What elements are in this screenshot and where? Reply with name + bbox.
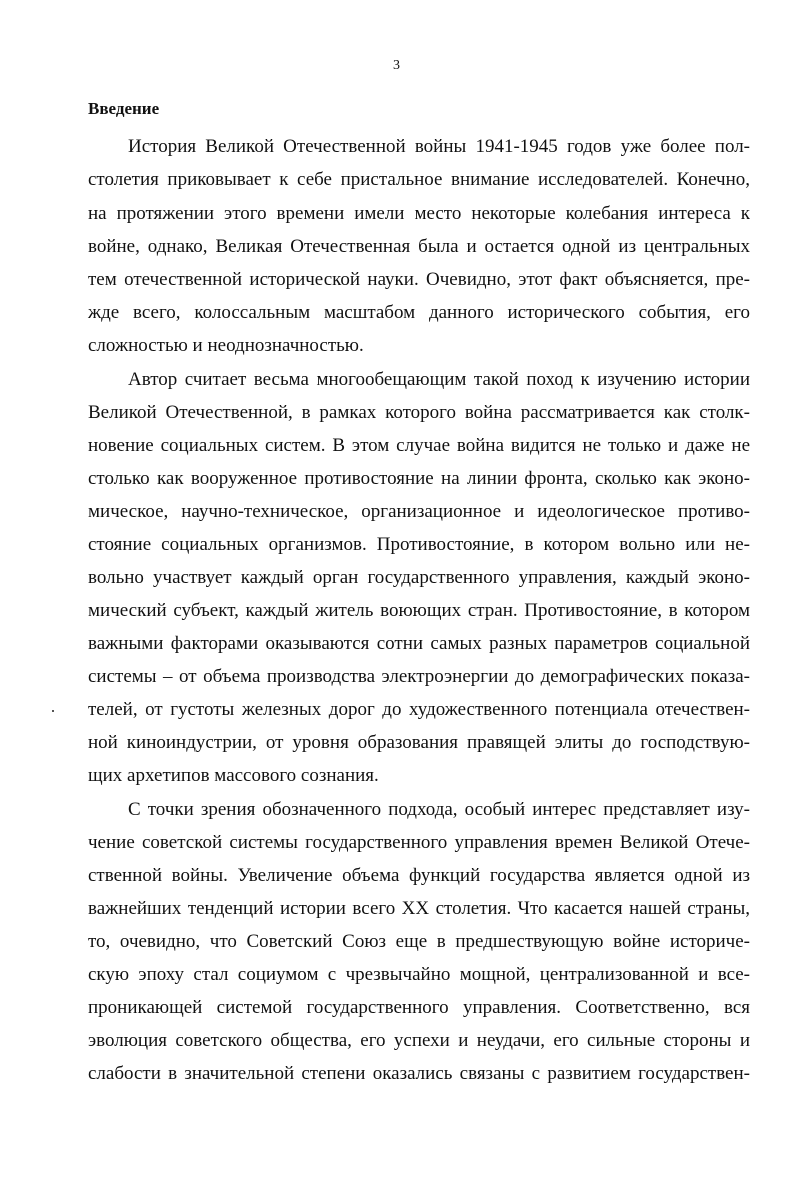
paragraph-line: важнейших тенденций истории всего XX столетия. Что касается нашей страны, — [88, 898, 750, 919]
paragraph-line: стояние социальных организмов. Противостояние, в котором вольно или не- — [88, 534, 750, 555]
margin-mark — [52, 710, 54, 712]
paragraph-line: столько как вооруженное противостояние на линии фронта, сколько как эконо- — [88, 468, 750, 489]
paragraph-line: С точки зрения обозначенного подхода, особый интерес представляет изу- — [128, 799, 750, 820]
paragraph-line: на протяжении этого времени имели место некоторые колебания интереса к — [88, 203, 750, 224]
paragraph-line: войне, однако, Великая Отечественная была и остается одной из центральных — [88, 236, 750, 257]
paragraph-line: эволюция советского общества, его успехи и неудачи, его сильные стороны и — [88, 1030, 750, 1051]
paragraph-line: то, очевидно, что Советский Союз еще в предшествующую войне историче- — [88, 931, 750, 952]
paragraph-line: жде всего, колоссальным масштабом данного исторического события, его — [88, 302, 750, 323]
paragraph-line: Автор считает весьма многообещающим такой поход к изучению истории — [128, 369, 750, 390]
paragraph-line: слабости в значительной степени оказались связаны с развитием государствен- — [88, 1063, 750, 1084]
paragraph-line: системы – от объема производства электроэнергии до демографических показа- — [88, 666, 750, 687]
paragraph-line: ной киноиндустрии, от уровня образования правящей элиты до господствую- — [88, 732, 750, 753]
paragraph-line: История Великой Отечественной войны 1941-1945 годов уже более пол- — [128, 136, 750, 157]
paragraph-line: чение советской системы государственного управления времен Великой Отече- — [88, 832, 750, 853]
paragraph-line: новение социальных систем. В этом случае война видится не только и даже не — [88, 435, 750, 456]
section-heading: Введение — [88, 99, 160, 118]
paragraph-line: вольно участвует каждый орган государственного управления, каждый эконо- — [88, 567, 750, 588]
paragraph-line: скую эпоху стал социумом с чрезвычайно мощной, централизованной и все- — [88, 964, 750, 985]
paragraph-line: мический субъект, каждый житель воюющих стран. Противостояние, в котором — [88, 600, 750, 621]
paragraph-line: щих архетипов массового сознания. — [88, 765, 379, 786]
paragraph-line: тем отечественной исторической науки. Очевидно, этот факт объясняется, пре- — [88, 269, 750, 290]
page-number: 3 — [393, 58, 400, 73]
paragraph-line: важными факторами оказываются сотни самых разных параметров социальной — [88, 633, 750, 654]
paragraph-line: проникающей системой государственного управления. Соответственно, вся — [88, 997, 750, 1018]
paragraph-line: сложностью и неоднозначностью. — [88, 335, 364, 356]
paragraph-line: Великой Отечественной, в рамках которого война рассматривается как столк- — [88, 402, 750, 423]
paragraph-line: телей, от густоты железных дорог до художественного потенциала отечествен- — [88, 699, 750, 720]
paragraph-line: ственной войны. Увеличение объема функций государства является одной из — [88, 865, 750, 886]
paragraph-line: столетия приковывает к себе пристальное внимание исследователей. Конечно, — [88, 169, 750, 190]
paragraph-line: мическое, научно-техническое, организационное и идеологическое противо- — [88, 501, 750, 522]
